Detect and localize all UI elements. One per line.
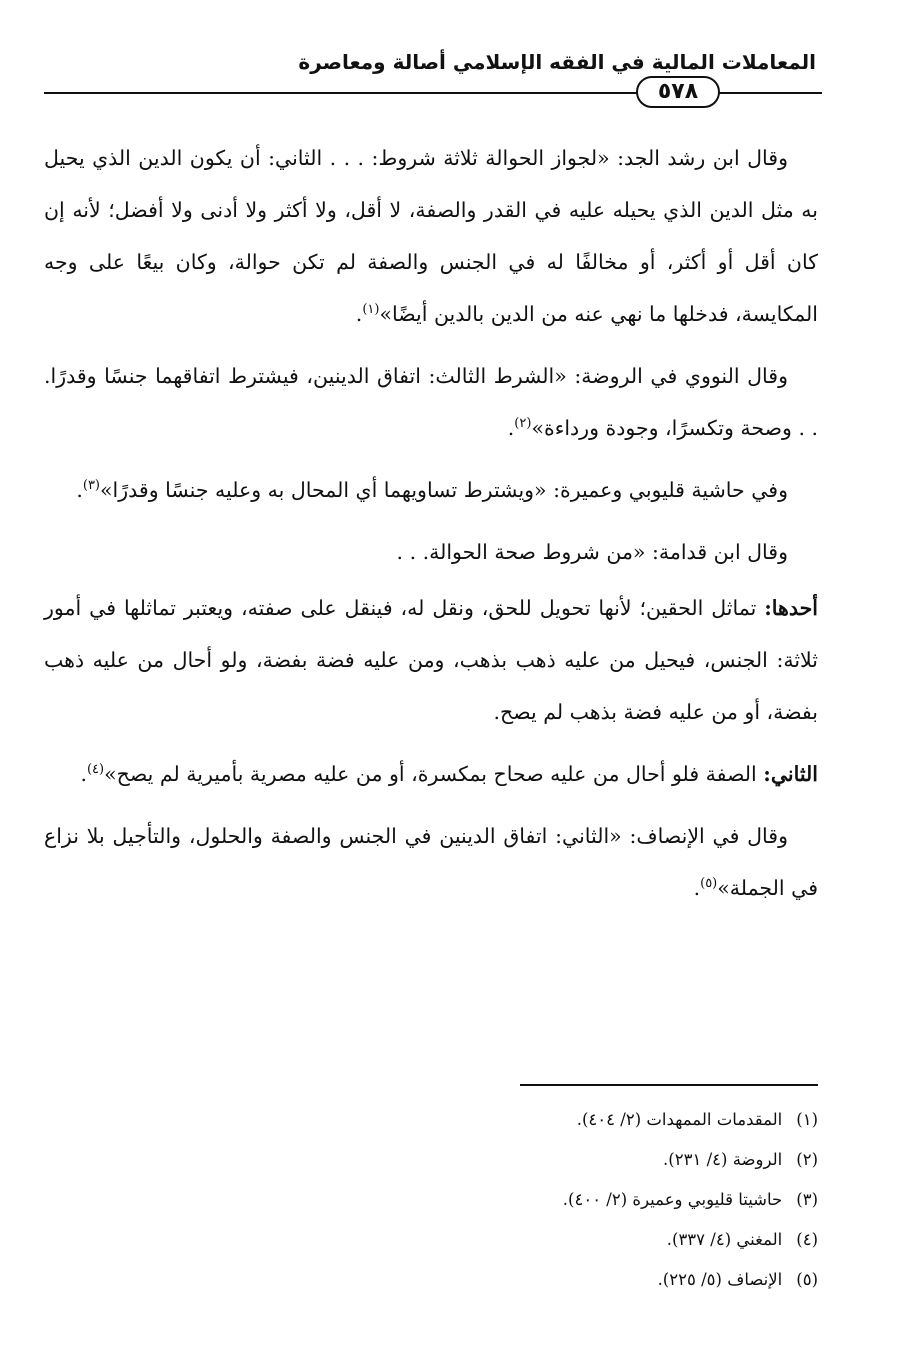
- main-text: [44, 132, 818, 924]
- paragraph-end: .: [355, 302, 363, 326]
- paragraph-end: .: [80, 762, 87, 786]
- footnote-ref: (٥): [700, 876, 718, 892]
- footnote-text: المغني (٤/ ٣٣٧).: [666, 1230, 783, 1249]
- paragraph-text: الصفة فلو أحال من عليه صحاح بمكسرة، أو من عليه مصرية بأميرية لم يصح»: [104, 762, 764, 786]
- running-title: المعاملات المالية في الفقه الإسلامي أصالة ومعاصرة: [298, 50, 816, 74]
- footnote-text: الإنصاف (٥/ ٢٢٥).: [657, 1270, 783, 1289]
- footnote-number: (٢): [796, 1150, 818, 1169]
- paragraph-first-condition: [44, 582, 818, 738]
- paragraph-end: .: [693, 876, 701, 900]
- paragraph-insaf: [44, 810, 818, 914]
- footnote-item: [100, 1220, 818, 1260]
- paragraph-text: وفي حاشية قليوبي وعميرة: «ويشترط تساويهما أي المحال به وعليه جنسًا وقدرًا»: [100, 478, 788, 502]
- footnote-item: [100, 1140, 818, 1180]
- footnote-number: (٥): [796, 1270, 818, 1289]
- footnote-ref: (٢): [514, 416, 532, 432]
- footnote-text: المقدمات الممهدات (٢/ ٤٠٤).: [576, 1110, 783, 1129]
- footnote-item: [100, 1260, 818, 1300]
- paragraph-lead: أحدها:: [764, 596, 818, 620]
- page-number: ٥٧٨: [636, 76, 720, 108]
- footnote-separator: [520, 1084, 818, 1086]
- footnote-ref: (٤): [86, 762, 105, 778]
- paragraph-second-condition: [44, 748, 818, 800]
- paragraph-text: وقال في الإنصاف: «الثاني: اتفاق الدينين في الجنس والصفة والحلول، والتأجيل بلا نزاع في الجملة»: [44, 824, 818, 900]
- paragraph-text: تماثل الحقين؛ لأنها تحويل للحق، ونقل له، فينقل على صفته، ويعتبر تماثلها في أمور ثلاثة: الجنس، فيحيل من عليه ذهب بذهب، ومن عليه فضة بفضة، ولو أحال من عليه ذهب بفضة، أو من عليه فضة بذهب لم يصح.: [44, 596, 818, 724]
- footnote-text: الروضة (٤/ ٢٣١).: [663, 1150, 783, 1169]
- paragraph-text: وقال ابن رشد الجد: «لجواز الحوالة ثلاثة شروط: . . . الثاني: أن يكون الدين الذي يحيل به مثل الدين الذي يحيله عليه في القدر والصفة، لا أقل، ولا أكثر ولا أدنى ولا أفضل؛ لأنه إن كان أقل أو أكثر، أو مخالفًا له في الجنس والصفة لم تكن حوالة، وكان بيعًا على وجه المكايسة، فدخلها ما نهي عنه من الدين بالدين أيضًا»: [44, 146, 818, 326]
- paragraph-text: وقال ابن قدامة: «من شروط صحة الحوالة. . .: [396, 540, 788, 564]
- footnotes-list: [100, 1100, 818, 1300]
- footnote-number: (٤): [796, 1230, 818, 1249]
- footnote-item: [100, 1180, 818, 1220]
- footnote-number: (١): [796, 1110, 818, 1129]
- footnote-ref: (٣): [82, 478, 100, 494]
- footnote-item: [100, 1100, 818, 1140]
- paragraph-lead: الثاني:: [763, 762, 818, 786]
- paragraph-end: .: [76, 478, 83, 502]
- paragraph-text: وقال النووي في الروضة: «الشرط الثالث: اتفاق الدينين، فيشترط اتفاقهما جنسًا وقدرًا. . . وصحة وتكسرًا، وجودة ورداءة»: [44, 364, 818, 440]
- paragraph-nawawi: [44, 350, 818, 454]
- paragraph-qalyubi: [44, 464, 818, 516]
- paragraph-ibn-qudama: [44, 526, 818, 578]
- footnote-text: حاشيتا قليوبي وعميرة (٢/ ٤٠٠).: [562, 1190, 783, 1209]
- footnote-ref: (١): [362, 302, 380, 318]
- paragraph-end: .: [507, 416, 515, 440]
- footnote-number: (٣): [796, 1190, 818, 1209]
- paragraph-ibn-rushd: [44, 132, 818, 340]
